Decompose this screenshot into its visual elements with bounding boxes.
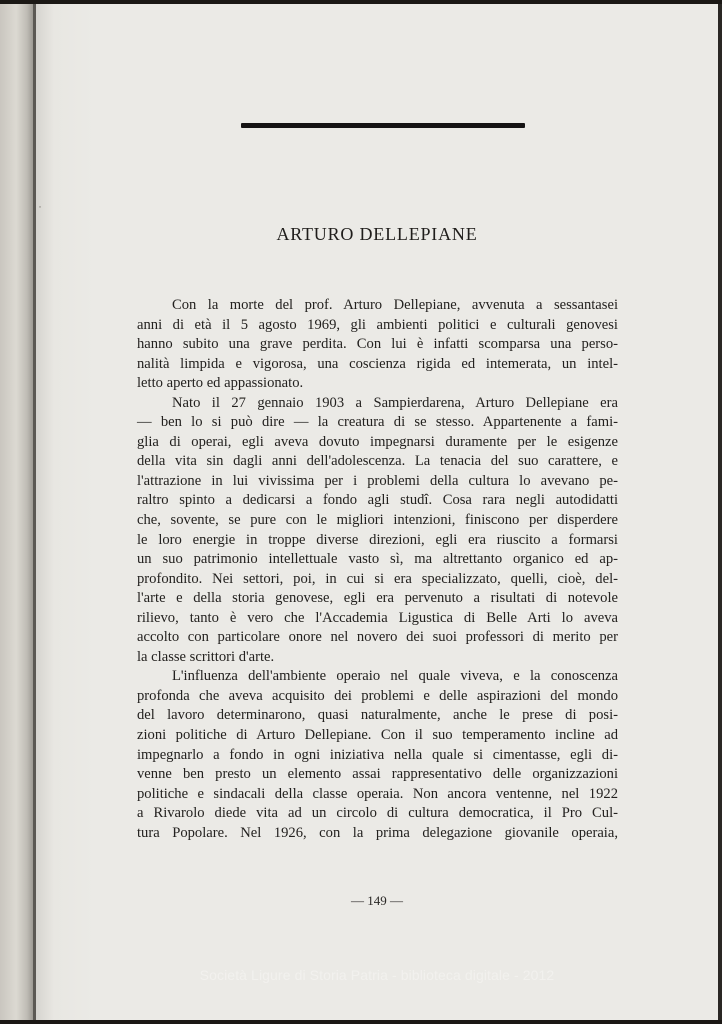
text-line: profondito. Nei settori, poi, in cui si era specializzato, quelli, cioè, del- [137,570,618,587]
text-line: glia di operai, egli aveva dovuto impegnarsi duramente per le esigenze [137,433,618,450]
paragraph-1 [137,296,618,394]
text-line: accolto con particolare onore nel novero dei suoi professori di merito per [137,629,618,646]
text-line: L'influenza dell'ambiente operaio nel quale viveva, e la conoscenza [172,668,618,685]
margin-mark: ˙ [38,203,42,217]
text-line: un suo patrimonio intellettuale vasto sì, ma altrettanto organico ed ap- [137,551,618,568]
text-line: hanno subito una grave perdita. Con lui è infatti scomparsa una perso- [137,336,618,353]
text-line: che, sovente, se pure con le migliori intenzioni, finiscono per disperdere [137,512,618,529]
paragraph-3 [137,667,618,843]
text-line: l'arte e della storia genovese, egli era pervenuto a risultati di notevole [137,590,618,607]
text-line: rilievo, tanto è vero che l'Accademia Ligustica di Belle Arti lo aveva [137,609,618,626]
text-line: della vita sin dagli anni dell'adolescenza. La tenacia del suo carattere, e [137,453,618,470]
scan-bottom-border [0,1020,722,1024]
text-line: letto aperto ed appassionato. [137,375,304,392]
paragraph-2 [137,394,618,668]
text-line: l'attrazione in lui vivissima per i problemi della cultura lo avevano pe- [137,472,618,489]
text-line: le loro energie in troppe diverse direzioni, egli era riuscito a formarsi [137,531,618,548]
page-number: — 149 — [351,893,403,908]
text-line: a Rivarolo diede vita ad un circolo di cultura democratica, il Pro Cul- [137,805,618,822]
facing-page-edge [0,4,36,1020]
text-line: Con la morte del prof. Arturo Dellepiane, avvenuta a sessantasei [172,297,618,313]
library-watermark: Società Ligure di Storia Patria - biblioteca digitale - 2012 [199,967,555,983]
text-line: profonda che aveva acquisito dei problemi e delle aspirazioni del mondo [137,687,618,704]
article-body [137,296,618,843]
text-line: tura Popolare. Nel 1926, con la prima delegazione giovanile operaia, [137,824,618,841]
text-line: nalità limpida e vigorosa, una coscienza rigida ed intemerata, un intel- [137,355,618,372]
text-line: impegnarlo a fondo in ogni iniziativa nella quale si cimentasse, egli di- [137,746,618,763]
page-right-edge [718,4,722,1020]
text-line: la classe scrittori d'arte. [137,648,275,665]
text-line: zioni politiche di Arturo Dellepiane. Con il suo temperamento incline ad [137,727,618,744]
section-divider-rule [241,123,525,128]
text-line: anni di età il 5 agosto 1969, gli ambienti politici e culturali genovesi [137,316,618,333]
text-line: — ben lo si può dire — la creatura di se stesso. Appartenente a fami- [137,414,618,431]
text-line: del lavoro determinarono, quasi naturalmente, anche le prese di posi- [137,707,618,724]
text-line: Nato il 27 gennaio 1903 a Sampierdarena, Arturo Dellepiane era [172,394,618,411]
text-line: venne ben presto un elemento assai rappresentativo delle organizzazioni [137,766,618,783]
text-line: politiche e sindacali della classe operaia. Non ancora ventenne, nel 1922 [137,785,618,802]
text-line: raltro spinto a dedicarsi a fondo agli studî. Cosa rara negli autodidatti [137,492,618,509]
article-title: ARTURO DELLEPIANE [276,224,478,244]
